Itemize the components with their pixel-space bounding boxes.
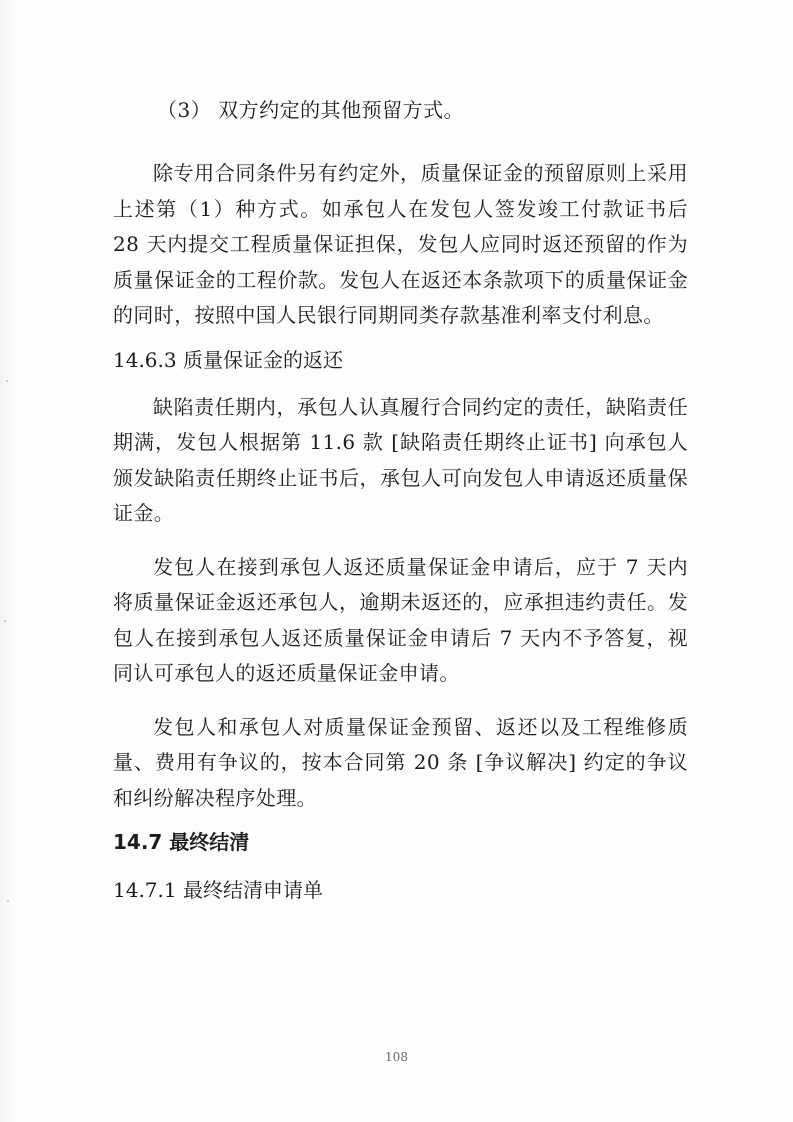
paragraph-return-application: 发包人在接到承包人返还质量保证金申请后，应于 7 天内将质量保证金返还承包人，逾期未返还的，应承担违约责任。发包人在接到承包人返还质量保证金申请后 7 天内不予答复，视同认可承包人的返还质量保证金申请。 — [113, 554, 688, 685]
page-number: 108 — [385, 1050, 408, 1064]
document-body — [113, 92, 688, 920]
section-heading-14-7-1: 14.7.1 最终结清申请单 — [113, 878, 323, 902]
scan-speck — [4, 620, 6, 622]
clause-item-3: （3） 双方约定的其他预留方式。 — [157, 98, 465, 122]
paragraph-dispute: 发包人和承包人对质量保证金预留、返还以及工程维修质量、费用有争议的，按本合同第 20 条 [争议解决] 约定的争议和纠纷解决程序处理。 — [113, 714, 688, 810]
paragraph-defect-liability: 缺陷责任期内，承包人认真履行合同约定的责任，缺陷责任期满，发包人根据第 11.6 款 [缺陷责任期终止证书] 向承包人颁发缺陷责任期终止证书后，承包人可向发包人申请返还质量保证金。 — [113, 394, 688, 525]
scan-edge-shadow — [0, 0, 12, 1122]
scan-speck — [6, 380, 8, 382]
section-heading-14-6-3: 14.6.3 质量保证金的返还 — [113, 347, 343, 372]
paragraph-retention-method: 除专用合同条件另有约定外，质量保证金的预留原则上采用上述第（1）种方式。如承包人在发包人签发竣工付款证书后 28 天内提交工程质量保证担保，发包人应同时返还预留的作为质量保证金的工程价款。发包人在返还本条款项下的质量保证金的同时，按照中国人民银行同期同类存款基准利率支付利息。 — [113, 161, 688, 327]
section-heading-14-7: 14.7 最终结清 — [113, 830, 250, 854]
scan-speck — [7, 900, 9, 902]
